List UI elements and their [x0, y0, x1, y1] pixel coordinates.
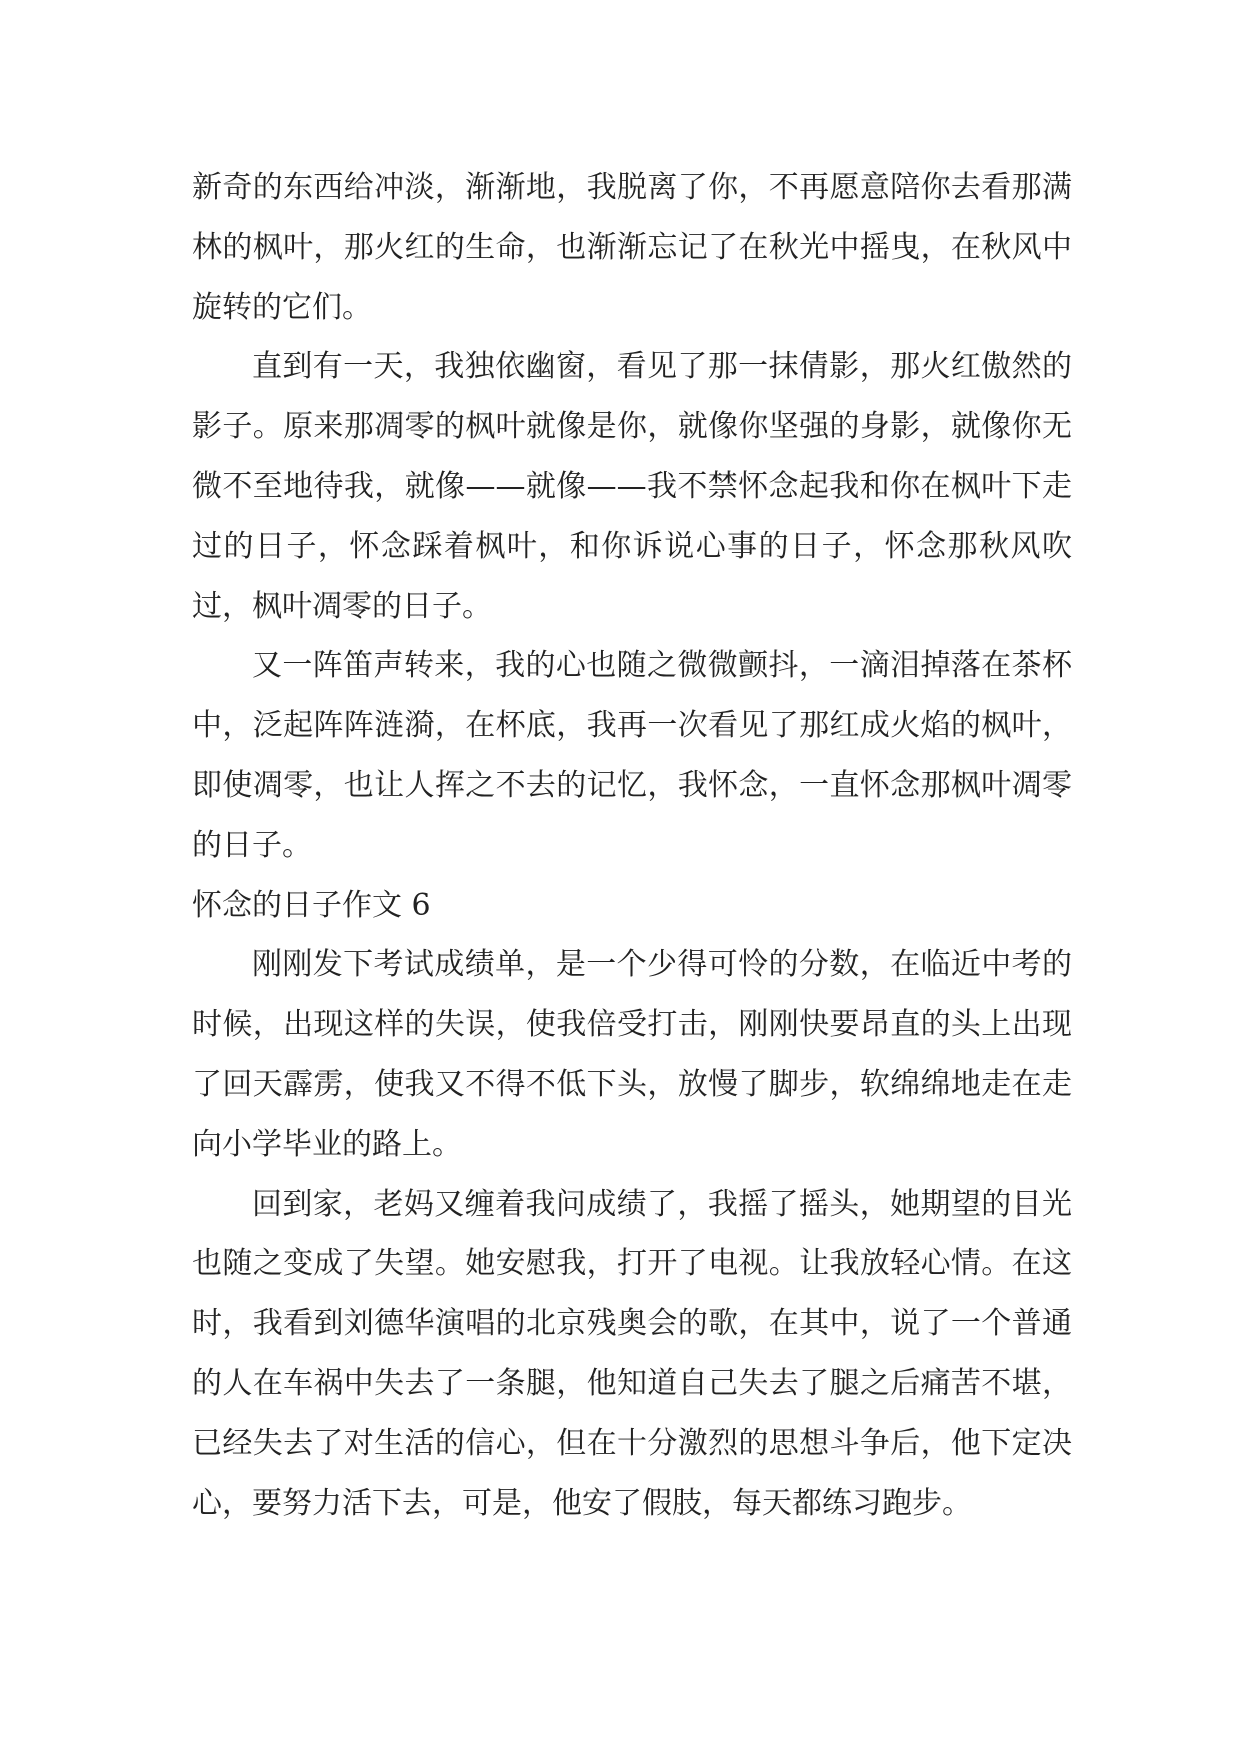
paragraph-5: 回到家，老妈又缠着我问成绩了，我摇了摇头，她期望的目光也随之变成了失望。她安慰我，打开了电视。让我放轻心情。在这时，我看到刘德华演唱的北京残奥会的歌，在其中，说了一个普通的人在车祸中失去了一条腿，他知道自己失去了腿之后痛苦不堪，已经失去了对生活的信心，但在十分激烈的思想斗争后，他下定决心，要努力活下去，可是，他安了假肢，每天都练习跑步。 — [192, 1186, 1072, 1521]
section-heading: 怀念的日子作文 6 — [192, 887, 431, 923]
paragraph-3: 又一阵笛声转来，我的心也随之微微颤抖，一滴泪掉落在茶杯中，泛起阵阵涟漪，在杯底，我再一次看见了那红成火焰的枫叶，即使凋零，也让人挥之不去的记忆，我怀念，一直怀念那枫叶凋零的日子。 — [192, 648, 1072, 863]
paragraph-1: 新奇的东西给冲淡，渐渐地，我脱离了你，不再愿意陪你去看那满林的枫叶，那火红的生命，也渐渐忘记了在秋光中摇曳，在秋风中旋转的它们。 — [192, 170, 1072, 325]
paragraph-2: 直到有一天，我独依幽窗，看见了那一抹倩影，那火红傲然的影子。原来那凋零的枫叶就像是你，就像你坚强的身影，就像你无微不至地待我，就像——就像——我不禁怀念起我和你在枫叶下走过的日子，怀念踩着枫叶，和你诉说心事的日子，怀念那秋风吹过，枫叶凋零的日子。 — [192, 349, 1072, 624]
document-body — [192, 158, 1072, 1533]
paragraph-4: 刚刚发下考试成绩单，是一个少得可怜的分数，在临近中考的时候，出现这样的失误，使我倍受打击，刚刚快要昂直的头上出现了回天霹雳，使我又不得不低下头，放慢了脚步，软绵绵地走在走向小学毕业的路上。 — [192, 947, 1072, 1162]
